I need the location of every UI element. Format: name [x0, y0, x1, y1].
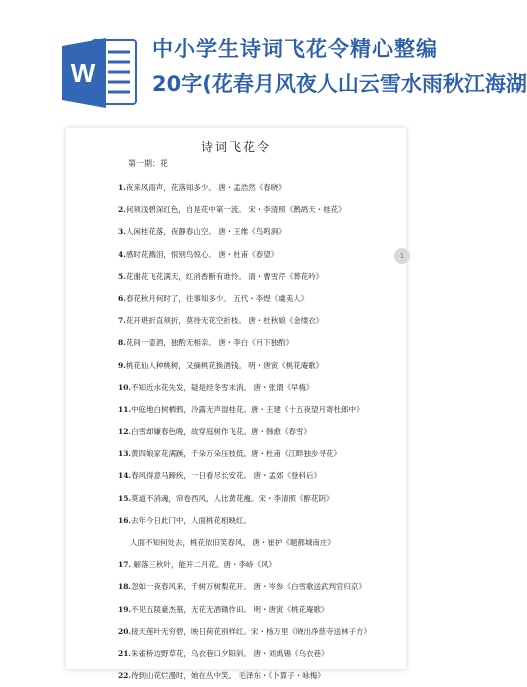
poem-line: 4.感时花溅泪，恨别鸟惊心。 唐・杜甫《春望》 [118, 249, 279, 259]
page-number-badge[interactable]: 1 [394, 248, 410, 264]
poem-line: 10.不知近水花先发，疑是经冬雪未消。 唐・张谓《早梅》 [118, 382, 314, 392]
header-title-line1: 中小学生诗词飞花令精心整编 [152, 37, 438, 61]
poem-line: 14.春风得意马蹄疾，一日看尽长安花。 唐・孟郊《登科后》 [118, 471, 321, 481]
poem-line: 7.花开堪折直须折，莫待无花空折枝。 唐・杜秋娘《金缕衣》 [118, 316, 324, 326]
poem-line: 5.花谢花飞花满天，红消香断有谁怜。 清・曹雪芹《葬花吟》 [118, 271, 324, 281]
header-banner [0, 0, 527, 118]
poem-line: 20.接天莲叶无穷碧，映日荷花别样红。宋・杨万里《晓出净慈寺送林子方》 [118, 626, 372, 636]
poem-line: 3.人闲桂花落，夜静春山空。 唐・王维《鸟鸣涧》 [118, 227, 286, 237]
poem-line: 6.春花秋月何时了，往事知多少。 五代・李煜《虞美人》 [118, 293, 309, 303]
poem-line: 13.黄四娘家花满蹊，千朵万朵压枝低。唐・杜甫《江畔独步寻花》 [118, 449, 342, 459]
svg-text:W: W [70, 58, 96, 88]
section-label: 第一期：花 [128, 159, 168, 168]
header-title [152, 34, 527, 100]
poem-line: 16.去年今日此门中，人面桃花相映红。 [118, 515, 252, 525]
poem-line: 12.白雪却嫌春色晚，故穿庭树作飞花。唐・韩愈《春雪》 [118, 427, 312, 437]
poem-line: 11.中庭地白树栖鸦，冷露无声湿桂花。唐・王建《十五夜望月寄杜郎中》 [118, 404, 364, 414]
poem-line: 19.不见五陵豪杰墓，无花无酒锄作田。 明・唐寅《桃花庵歌》 [118, 604, 329, 614]
poem-line: 21.朱雀桥边野草花，乌衣巷口夕阳斜。 唐・刘禹锡《乌衣巷》 [118, 648, 329, 658]
poem-line: 9.桃花仙人种桃树，又摘桃花换酒钱。 明・唐寅《桃花庵歌》 [118, 360, 324, 370]
word-document-icon [62, 36, 140, 110]
poem-line: 1.夜来风雨声，花落知多少。 唐・孟浩然《春晓》 [118, 183, 286, 192]
poem-line: 2.何须浅碧深红色，自是花中第一流。 宋・李清照《鹧鸪天・桂花》 [118, 205, 346, 215]
poem-line-continuation: 人面不知何处去，桃花依旧笑春风。 唐・崔护《题都城南庄》 [130, 538, 335, 547]
document-title: 诗词飞花令 [200, 140, 271, 154]
poem-line: 15.莫道不消魂，帘卷西风，人比黄花瘦。宋・李清照《醉花阴》 [118, 493, 334, 503]
poem-line: 17. 解落三秋叶，能开二月花。唐・李峤《风》 [118, 560, 276, 570]
poem-lines [118, 177, 403, 687]
header-title-line2: 20字(花春月风夜人山云雪水雨秋江海湖 [152, 72, 527, 96]
poem-line: 8.花间一壶酒，独酌无相亲。 唐・李白《月下独酌》 [118, 338, 294, 348]
poem-line: 18.忽如一夜春风来，千树万树梨花开。 唐・岑参《白雪歌送武判官归京》 [118, 582, 366, 592]
document-page [66, 128, 406, 681]
poem-line: 22.待到山花烂漫时，她在丛中笑。 毛泽东・《卜算子・咏梅》 [118, 671, 325, 681]
